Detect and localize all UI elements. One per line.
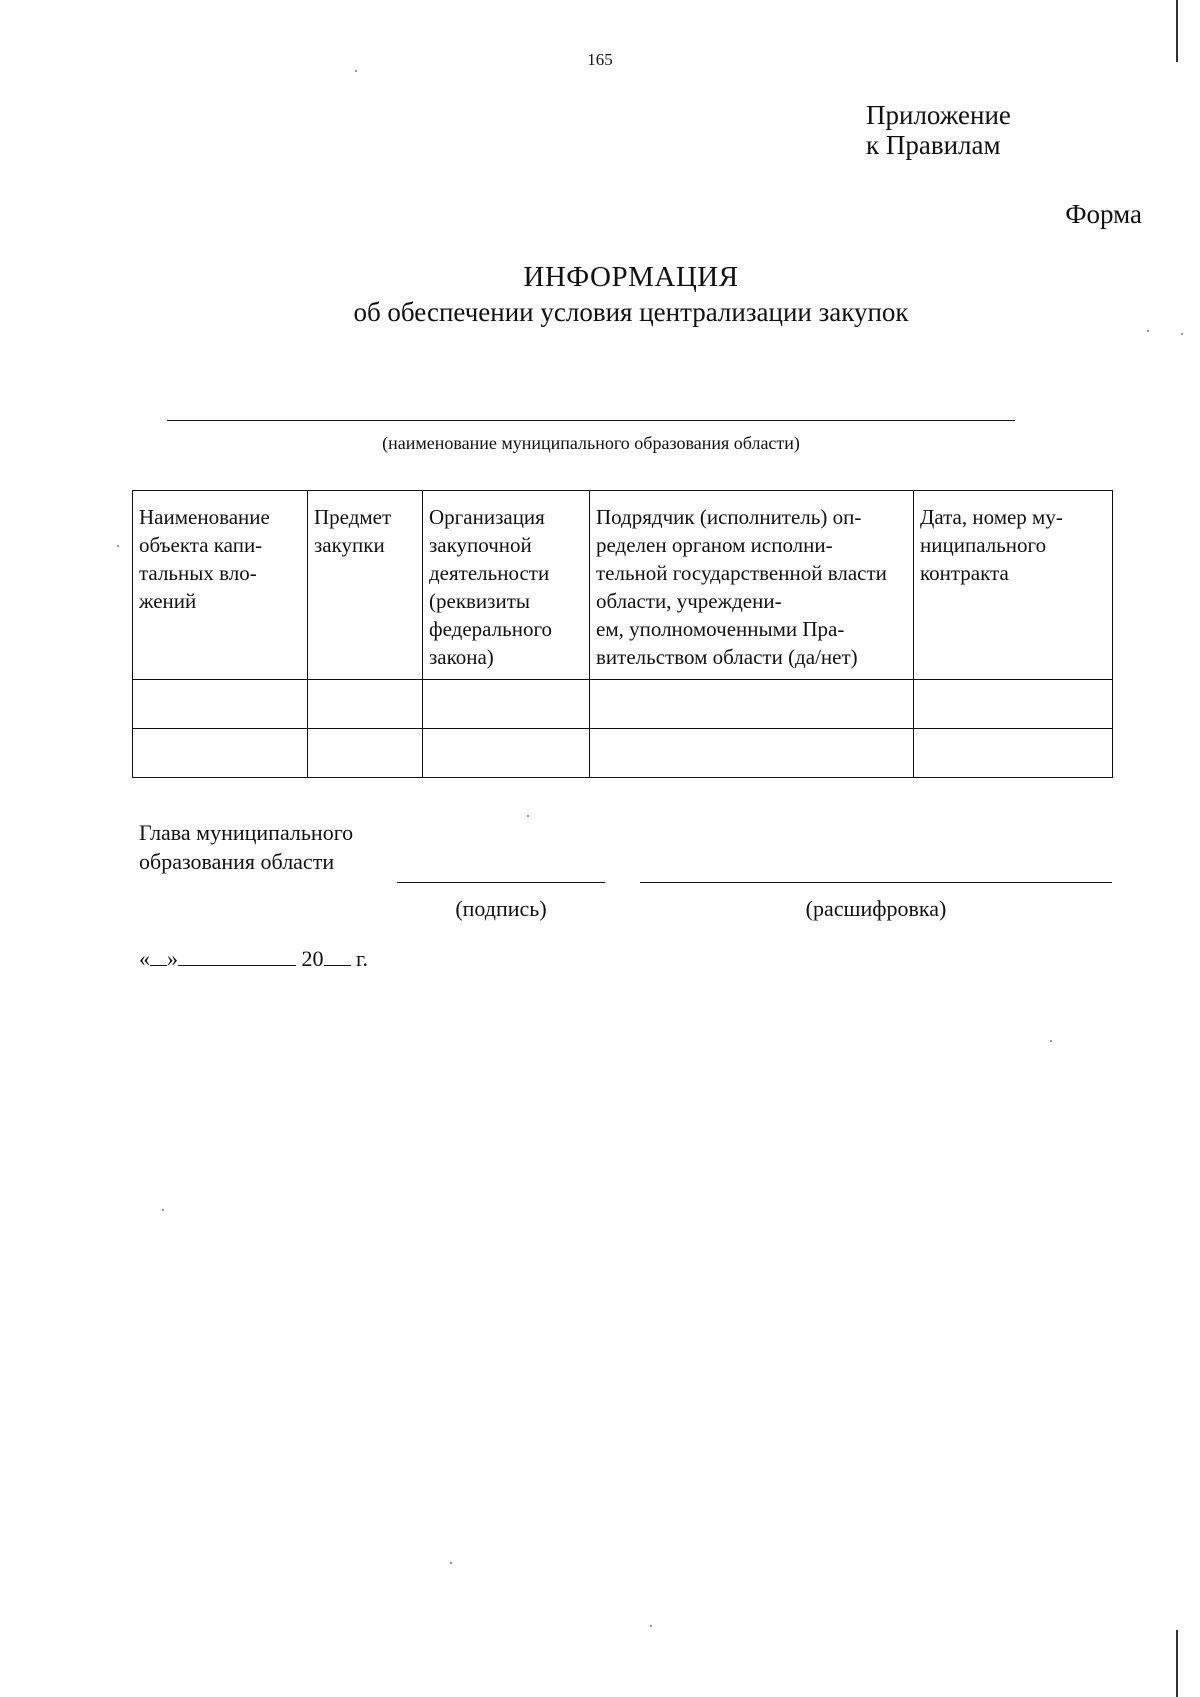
- month-blank[interactable]: [178, 945, 296, 966]
- day-blank[interactable]: [150, 945, 167, 966]
- table-cell[interactable]: [133, 729, 308, 778]
- scan-speck: [162, 1209, 164, 1211]
- info-table: [132, 490, 1113, 778]
- appendix-line-1: Приложение: [866, 100, 1011, 130]
- header-capital-object: Наименование объекта капи- тальных вло- жений: [133, 491, 308, 680]
- table-cell[interactable]: [308, 729, 423, 778]
- scan-speck: [527, 815, 529, 817]
- table-cell[interactable]: [914, 729, 1113, 778]
- year-suffix: г.: [350, 946, 369, 971]
- year-prefix: 20: [301, 946, 324, 971]
- appendix-reference: [866, 100, 1011, 160]
- scan-speck: [450, 1562, 452, 1564]
- name-decoding-caption: (расшифровка): [805, 896, 947, 921]
- appendix-line-2: к Правилам: [866, 130, 1001, 160]
- header-procurement-subject: Предмет закупки: [308, 491, 423, 680]
- scan-speck: [1147, 330, 1149, 332]
- year-blank[interactable]: [324, 945, 351, 966]
- date-open-quote: «: [139, 946, 150, 971]
- scan-speck: [1050, 1040, 1052, 1042]
- table-cell[interactable]: [133, 680, 308, 729]
- table-cell[interactable]: [590, 680, 914, 729]
- header-contractor-determined: Подрядчик (исполнитель) оп- ределен органом исполни- тельной государственной власти области, учреждени- ем, уполномоченными Пра- вительством области (да/нет): [590, 491, 914, 680]
- table-cell[interactable]: [590, 729, 914, 778]
- form-label: Форма: [1065, 199, 1142, 229]
- table-cell[interactable]: [914, 680, 1113, 729]
- name-decoding-line[interactable]: [640, 882, 1112, 883]
- table-cell[interactable]: [423, 680, 590, 729]
- signatory-title: Глава муниципального образования области: [139, 820, 354, 874]
- scan-speck: [355, 70, 357, 72]
- table-cell[interactable]: [423, 729, 590, 778]
- municipality-caption: (наименование муниципального образования области): [382, 433, 800, 453]
- date-line: [139, 945, 368, 972]
- date-close-quote: »: [167, 946, 178, 971]
- signature-caption: (подпись): [455, 896, 547, 921]
- page-number: 165: [587, 50, 613, 69]
- header-procurement-organization: Организация закупочной деятельности (реквизиты федерального закона): [423, 491, 590, 680]
- table-header-row: [133, 491, 1113, 680]
- scan-edge-mark: [1176, 1630, 1178, 1697]
- scan-speck: [650, 1625, 652, 1627]
- municipality-name-line[interactable]: [167, 420, 1015, 421]
- scan-speck: [117, 545, 119, 547]
- document-title: ИНФОРМАЦИЯ: [523, 261, 739, 293]
- table-row: [133, 680, 1113, 729]
- scan-edge-mark: [1176, 0, 1178, 62]
- scan-speck: [1181, 333, 1183, 335]
- signature-line[interactable]: [397, 882, 605, 883]
- document-subtitle: об обеспечении условия централизации закупок: [353, 297, 909, 327]
- header-contract-date-number: Дата, номер му- ниципального контракта: [914, 491, 1113, 680]
- table-row: [133, 729, 1113, 778]
- table-cell[interactable]: [308, 680, 423, 729]
